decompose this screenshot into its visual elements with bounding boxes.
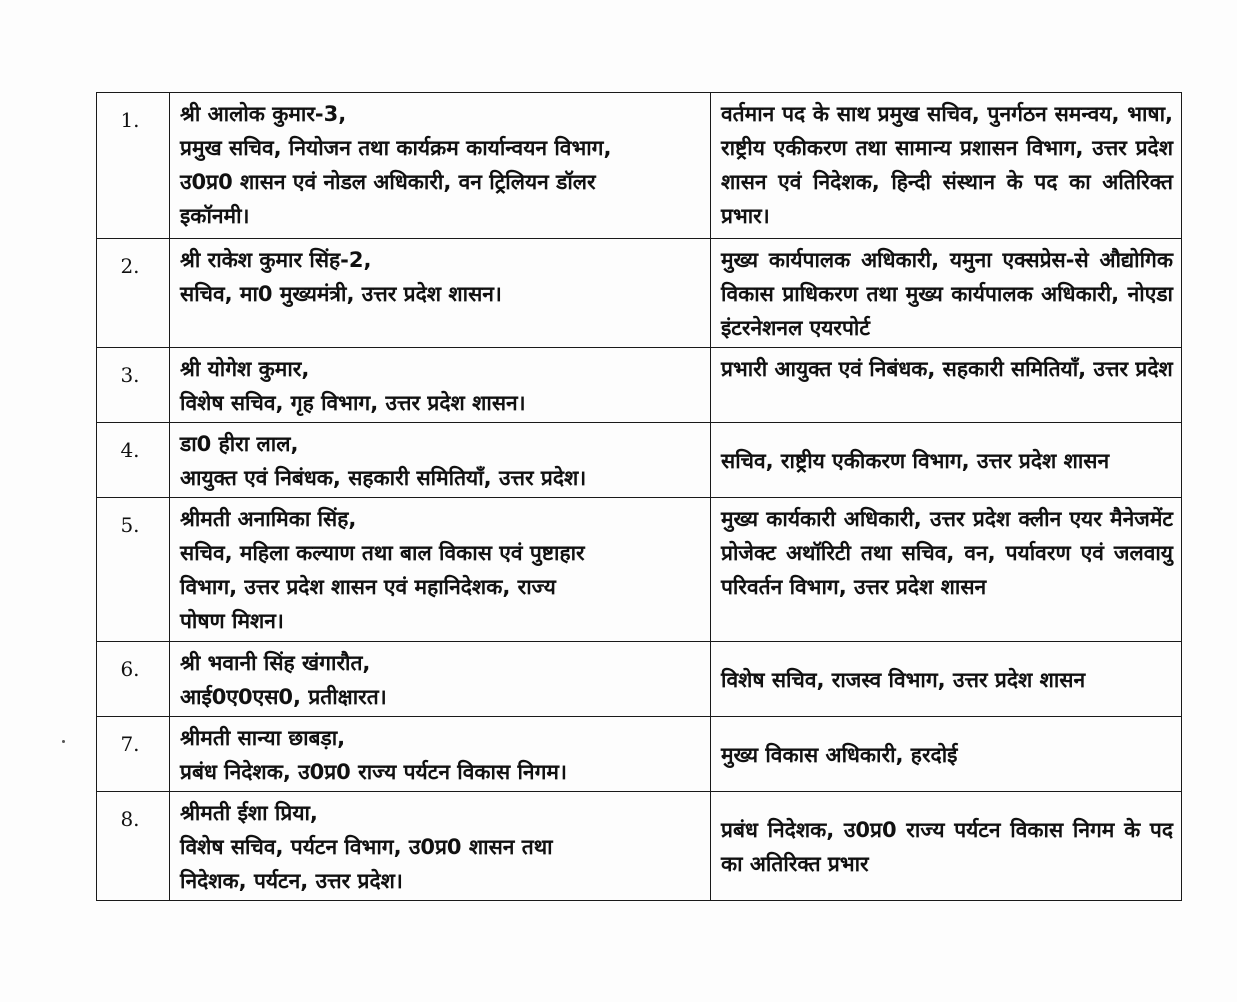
new-posting (711, 93, 1182, 239)
officer-line: श्री भवानी सिंह खंगारौत, (180, 651, 371, 675)
officer-line: डा0 हीरा लाल, (180, 432, 299, 456)
officer-line: श्री आलोक कुमार-3, (180, 102, 347, 126)
officer-line: श्रीमती सान्या छाबड़ा, (180, 726, 346, 750)
new-posting (711, 717, 1182, 792)
officer-current-post (170, 239, 711, 348)
officer-current-post (170, 498, 711, 642)
officer-line: सचिव, मा0 मुख्यमंत्री, उत्तर प्रदेश शासन। (180, 282, 502, 306)
table-row (97, 348, 1182, 423)
posting-text: विशेष सचिव, राजस्व विभाग, उत्तर प्रदेश शासन (721, 668, 1086, 692)
posting-text: प्रबंध निदेशक, उ0प्र0 राज्य पर्यटन विकास निगम के पद का अतिरिक्त प्रभार (721, 818, 1173, 876)
officer-current-post (170, 642, 711, 717)
officer-current-post (170, 348, 711, 423)
table-row (97, 498, 1182, 642)
table-row (97, 423, 1182, 498)
table-row (97, 642, 1182, 717)
officer-line: प्रबंध निदेशक, उ0प्र0 राज्य पर्यटन विकास निगम। (180, 760, 567, 784)
new-posting (711, 239, 1182, 348)
posting-text: प्रभारी आयुक्त एवं निबंधक, सहकारी समितियाँ, उत्तर प्रदेश (721, 357, 1173, 381)
officer-line: सचिव, महिला कल्याण तथा बाल विकास एवं पुष्टाहार (180, 541, 585, 565)
new-posting (711, 423, 1182, 498)
serial-number: 1. (97, 93, 170, 239)
serial-number: 8. (97, 792, 170, 901)
serial-number: 6. (97, 642, 170, 717)
new-posting (711, 498, 1182, 642)
officer-line: श्रीमती ईशा प्रिया, (180, 801, 318, 825)
serial-number: 4. (97, 423, 170, 498)
officer-current-post (170, 792, 711, 901)
officer-line: विभाग, उत्तर प्रदेश शासन एवं महानिदेशक, राज्य (180, 575, 556, 599)
postings-table (96, 92, 1182, 901)
officer-line: आई0ए0एस0, प्रतीक्षारत। (180, 685, 387, 709)
posting-text: वर्तमान पद के साथ प्रमुख सचिव, पुनर्गठन समन्वय, भाषा, राष्ट्रीय एकीकरण तथा सामान्य प्रशासन विभाग, उत्तर प्रदेश शासन एवं निदेशक, हिन्दी संस्थान के पद का अतिरिक्त प्रभार। (721, 102, 1173, 228)
posting-text: मुख्य विकास अधिकारी, हरदोई (721, 743, 958, 767)
officer-line: विशेष सचिव, गृह विभाग, उत्तर प्रदेश शासन। (180, 391, 526, 415)
posting-text: मुख्य कार्यपालक अधिकारी, यमुना एक्सप्रेस-से औद्योगिक विकास प्राधिकरण तथा मुख्य कार्यपालक अधिकारी, नोएडा इंटरनेशनल एयरपोर्ट (721, 248, 1173, 340)
officer-line: आयुक्त एवं निबंधक, सहकारी समितियाँ, उत्तर प्रदेश। (180, 466, 587, 490)
new-posting (711, 348, 1182, 423)
table-row (97, 239, 1182, 348)
officer-line: श्री राकेश कुमार सिंह-2, (180, 248, 372, 272)
serial-number: 5. (97, 498, 170, 642)
serial-number: 7. (97, 717, 170, 792)
officer-line: उ0प्र0 शासन एवं नोडल अधिकारी, वन ट्रिलियन डॉलर (180, 170, 596, 194)
posting-text: मुख्य कार्यकारी अधिकारी, उत्तर प्रदेश क्लीन एयर मैनेजमेंट प्रोजेक्ट अथॉरिटी तथा सचिव, वन, पर्यावरण एवं जलवायु परिवर्तन विभाग, उत्तर प्रदेश शासन (721, 507, 1173, 599)
officer-line: निदेशक, पर्यटन, उत्तर प्रदेश। (180, 869, 403, 893)
serial-number: 3. (97, 348, 170, 423)
officer-current-post (170, 423, 711, 498)
officer-line: इकॉनमी। (180, 204, 250, 228)
serial-number: 2. (97, 239, 170, 348)
officer-line: प्रमुख सचिव, नियोजन तथा कार्यक्रम कार्यान्वयन विभाग, (180, 136, 612, 160)
officer-line: श्री योगेश कुमार, (180, 357, 310, 381)
new-posting (711, 642, 1182, 717)
officer-line: श्रीमती अनामिका सिंह, (180, 507, 357, 531)
officer-line: पोषण मिशन। (180, 609, 284, 633)
new-posting (711, 792, 1182, 901)
table-row (97, 717, 1182, 792)
table-row (97, 792, 1182, 901)
officer-line: विशेष सचिव, पर्यटन विभाग, उ0प्र0 शासन तथा (180, 835, 553, 859)
stray-mark (62, 740, 65, 743)
table-row (97, 93, 1182, 239)
officer-current-post (170, 717, 711, 792)
officer-current-post (170, 93, 711, 239)
posting-text: सचिव, राष्ट्रीय एकीकरण विभाग, उत्तर प्रदेश शासन (721, 449, 1110, 473)
